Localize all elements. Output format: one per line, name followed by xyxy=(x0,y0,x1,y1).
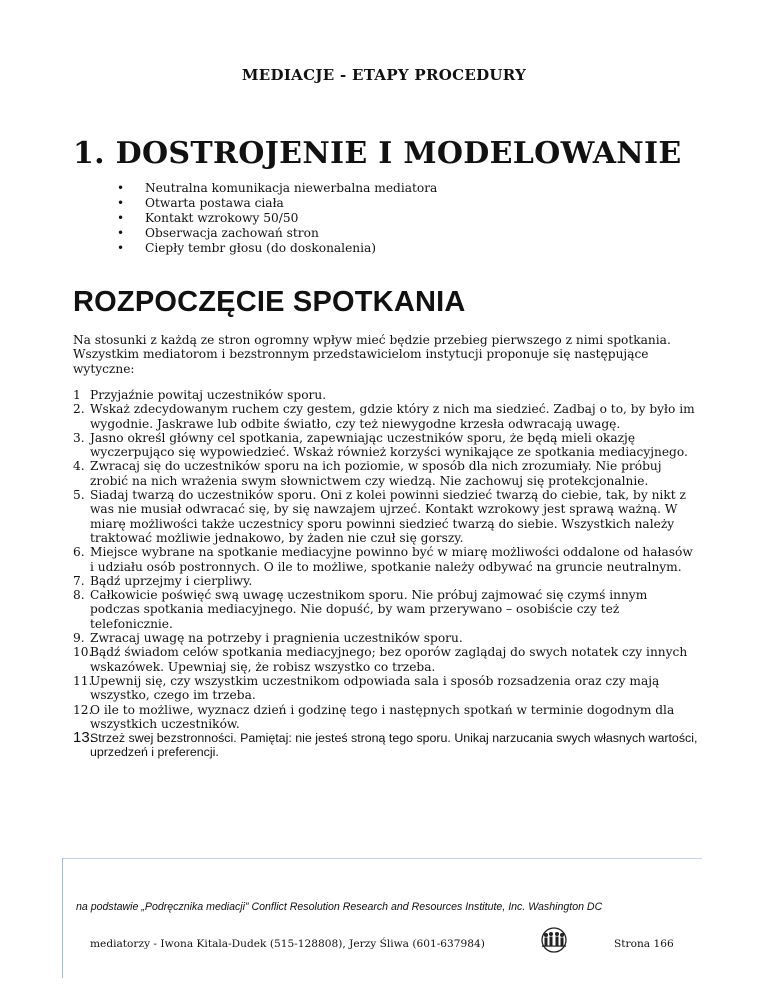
list-item: 1 Przyjaźnie powitaj uczestników sporu. xyxy=(73,388,327,402)
list-item: 10. Bądź świadom celów spotkania mediacyjnego; bez oporów zaglądaj do swych notatek czy innych wskazówek. Upewniaj się, że robisz wszystko co trzeba. xyxy=(73,645,688,674)
intro-paragraph: Na stosunki z każdą ze stron ogromny wpływ mieć będzie przebieg pierwszego z nimi spotkania. Wszystkim mediatorom i bezstronnym przedstawicielom instytucji proponuje się następujące wytyczne: xyxy=(73,333,671,376)
footer-side-rule xyxy=(62,858,63,978)
list-item: • Kontakt wzrokowy 50/50 xyxy=(117,211,299,225)
list-item: 5. Siadaj twarzą do uczestników sporu. Oni z kolei powinni siedzieć twarzą do ciebie, tak, by nikt z was nie musiał odwracać się, by się nawzajem ujrzeć. Kontakt wzrokowy jest sprawą ważną. W miarę możliwości także uczestnicy sporu powinni siedzieć twarzą do siebie. Wszystkich należy traktować możliwie jednakowo, by żaden nie czuł się gorszy. xyxy=(73,488,686,545)
list-item: 3. Jasno określ główny cel spotkania, zapewniając uczestników sporu, że będą mieli okazję wyczerpująco się wypowiedzieć. Wskaż również korzyści wynikające ze spotkania mediacyjnego. xyxy=(73,430,688,460)
list-item: 13. Strzeż swej bezstronności. Pamiętaj: nie jesteś stroną tego sporu. Unikaj narzucania swych własnych wartości, uprzedzeń i preferencji. xyxy=(73,729,698,760)
list-item: • Ciepły tembr głosu (do doskonalenia) xyxy=(117,241,377,255)
list-item: 12. O ile to możliwe, wyznacz dzień i godzinę tego i następnych spotkań w terminie dogodnym dla wszystkich uczestników. xyxy=(73,702,675,731)
bullet-icon: • xyxy=(117,211,125,225)
list-item: 9. Zwracaj uwagę na potrzeby i pragnienia uczestników sporu. xyxy=(73,631,463,646)
list-item: 2. Wskaż zdecydowanym ruchem czy gestem, gdzie który z nich ma siedzieć. Zadbaj o to, by było im wygodnie. Jaskrawe lub odbite światło, czy też niewygodne krzesła odwracają uwagę. xyxy=(73,402,695,431)
list-item: 11. Upewnij się, czy wszystkim uczestnikom odpowiada sala i sposób rozsadzenia oraz czy mają wszystko, czego im trzeba. xyxy=(73,673,660,703)
section-heading-dostrojenie: 1. DOSTROJENIE I MODELOWANIE xyxy=(73,136,682,171)
bullet-icon: • xyxy=(117,196,125,210)
bullet-list xyxy=(117,181,437,256)
list-item: • Obserwacja zachowań stron xyxy=(117,226,319,240)
list-item: • Otwarta postawa ciała xyxy=(117,196,284,210)
bullet-icon: • xyxy=(117,241,125,255)
list-item: 7. Bądź uprzejmy i cierpliwy. xyxy=(73,573,253,588)
list-item: 8. Całkowicie poświęć swą uwagę uczestnikom sporu. Nie próbuj zajmować się czymś innym podczas spotkania mediacyjnego. Nie dopuść, by wam przerywano – osobiście czy też telefonicznie. xyxy=(73,588,648,631)
people-group-logo-icon xyxy=(537,927,571,953)
footer-divider xyxy=(62,858,702,859)
bullet-icon: • xyxy=(117,181,125,195)
source-citation: na podstawie „Podręcznika mediacji” Conflict Resolution Research and Resources Institute, Inc. Washington DC xyxy=(76,901,603,913)
list-item: 4. Zwracaj się do uczestników sporu na ich poziomie, w sposób dla nich zrozumiały. Nie próbuj zrobić na nich wrażenia swym słownictwem czy wiedzą. Nie zachowuj się protekcjonalnie. xyxy=(73,459,662,488)
bullet-icon: • xyxy=(117,226,125,240)
guidelines-list xyxy=(73,388,698,760)
page-number: Strona 166 xyxy=(614,938,674,950)
footer-authors: mediatorzy - Iwona Kitala-Dudek (515-128808), Jerzy Śliwa (601-637984) xyxy=(90,938,485,950)
section-heading-rozpoczecie: ROZPOCZĘCIE SPOTKANIA xyxy=(73,286,466,318)
list-item: 6. Miejsce wybrane na spotkanie mediacyjne powinno być w miarę możliwości oddalone od hałasów i udziału osób postronnych. O ile to możliwe, spotkanie należy odbywać na gruncie neutralnym. xyxy=(73,545,693,574)
list-item: • Neutralna komunikacja niewerbalna mediatora xyxy=(117,181,438,195)
page-header-title: MEDIACJE - ETAPY PROCEDURY xyxy=(241,66,527,84)
